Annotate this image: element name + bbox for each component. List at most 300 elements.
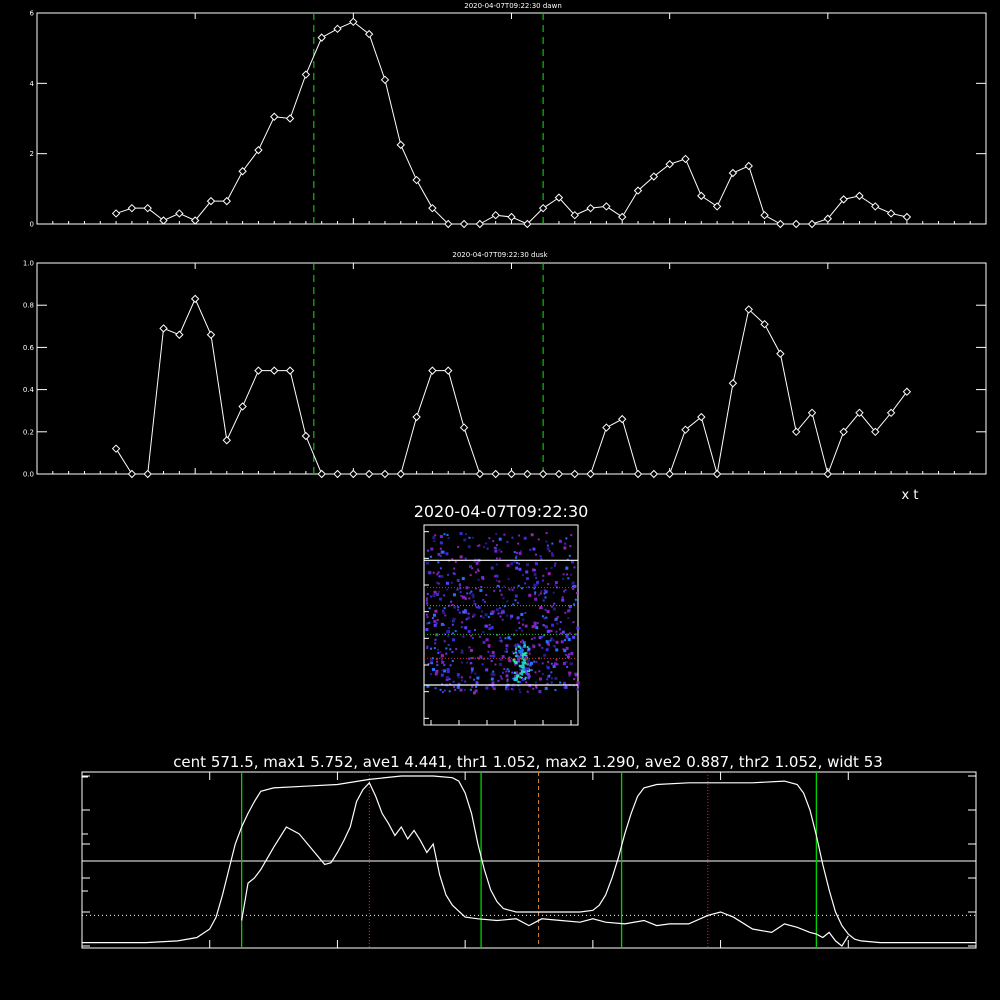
p1-data-point [888,210,895,217]
image-pixel [506,600,508,602]
image-pixel [453,593,456,596]
image-pixel [441,654,444,657]
p1-data-point [302,71,309,78]
p1-data-point [698,192,705,199]
image-pixel [514,675,516,677]
image-pixel [544,617,546,619]
image-pixel [553,603,555,605]
image-pixel [485,686,488,689]
image-pixel [515,655,517,657]
image-pixel [572,588,574,590]
image-pixel [452,638,455,641]
image-pixel [540,555,542,557]
image-pixel [499,558,501,560]
image-pixel [502,655,505,658]
p2-data-point [650,471,657,478]
p1-data-point [508,213,515,220]
image-pixel [432,617,434,619]
image-pixel [527,646,529,648]
image-pixel [543,599,545,601]
p1-data-point [318,34,325,41]
image-pixel [430,648,432,650]
p1-data-point [128,205,135,212]
image-pixel [540,590,542,592]
image-pixel [542,673,544,675]
image-pixel [440,535,443,538]
p1-data-point [223,198,230,205]
image-pixel [518,568,521,571]
image-pixel [536,581,539,584]
image-pixel [544,596,546,598]
image-pixel [434,642,436,644]
image-pixel [556,623,558,625]
p1-data-point [113,210,120,217]
image-pixel [570,534,572,536]
p2-data-point [192,295,199,302]
image-pixel [498,549,500,551]
image-pixel [522,678,525,681]
image-pixel [525,625,528,628]
image-pixel [534,624,537,627]
p2-data-point [729,380,736,387]
image-pixel [448,537,450,539]
image-pixel [570,574,572,576]
image-pixel [445,653,447,655]
image-pixel [461,662,463,664]
image-pixel [522,574,524,576]
image-pixel [433,540,435,542]
image-pixel [485,613,488,616]
image-pixel [553,592,555,594]
image-pixel [492,540,494,542]
image-pixel [521,670,523,672]
image-pixel [561,599,564,602]
image-pixel [485,625,488,628]
image-pixel [428,622,430,624]
image-pixel [473,691,476,694]
image-pixel [532,688,534,690]
image-pixel [427,593,429,595]
image-pixel [555,648,558,651]
image-pixel [437,649,439,651]
image-pixel [441,661,444,664]
image-pixel [534,637,536,639]
image-pixel [442,611,445,614]
image-pixel [538,644,540,646]
p1-y-tick-label: 2 [29,150,34,159]
image-pixel [497,585,499,587]
p1-data-point [492,212,499,219]
image-pixel [554,565,556,567]
image-pixel [534,598,537,601]
image-pixel [554,563,556,565]
image-pixel [470,662,472,664]
image-pixel [563,649,566,652]
image-pixel [506,688,509,691]
image-pixel [568,672,571,675]
image-pixel [540,592,542,594]
image-pixel [554,689,556,691]
image-pixel [564,686,567,689]
image-pixel [512,604,514,606]
image-pixel [510,615,513,618]
p2-data-point [571,471,578,478]
image-pixel [471,594,474,597]
image-pixel [527,659,530,662]
p1-data-point [777,221,784,228]
image-pixel [479,589,482,592]
image-pixel [567,577,569,579]
image-pixel [534,671,536,673]
image-pixel [515,648,517,650]
p1-y-tick-label: 0 [29,220,34,229]
p2-y-tick-label: 0.6 [22,343,34,352]
image-pixel [524,662,526,664]
image-pixel [519,676,521,678]
image-pixel [517,602,519,604]
image-pixel [532,645,535,648]
image-pixel [465,612,467,614]
image-pixel [500,675,502,677]
image-pixel [435,672,438,675]
image-pixel [519,627,521,629]
image-pixel [523,641,526,644]
image-pixel [527,662,529,664]
p2-data-point [381,471,388,478]
image-pixel [572,636,575,639]
p2-data-point [777,350,784,357]
image-pixel [522,624,524,626]
p1-data-point [271,113,278,120]
image-pixel [498,580,500,582]
image-pixel [545,540,547,542]
image-pixel [492,610,495,613]
image-pixel [447,574,449,576]
p2-data-point [714,471,721,478]
image-pixel [433,572,435,574]
image-pixel [454,689,456,691]
image-pixel [572,581,575,584]
image-pixel [547,545,549,547]
image-pixel [438,575,440,577]
image-pixel [448,627,450,629]
image-pixel [562,631,565,634]
image-pixel [512,589,514,591]
image-pixel [518,563,520,565]
p1-data-point [809,221,816,228]
image-pixel [545,617,547,619]
image-pixel [519,552,522,555]
image-pixel [514,599,516,601]
image-pixel [524,582,526,584]
image-pixel [491,678,494,681]
image-pixel [499,663,502,666]
image-pixel [572,585,574,587]
image-pixel [494,547,496,549]
image-pixel [568,638,571,641]
p2-data-point [555,471,562,478]
image-pixel [501,640,503,642]
image-pixel [435,687,437,689]
image-pixel [545,687,548,690]
image-pixel [551,630,553,632]
image-pixel [444,690,446,692]
image-pixel [506,541,508,543]
image-pixel [565,589,567,591]
image-pixel [453,681,455,683]
image-pixel [436,573,438,575]
image-pixel [468,545,471,548]
p2-y-tick-label: 0.0 [22,470,34,479]
image-pixel [482,599,484,601]
image-pixel [519,673,521,675]
image-pixel [518,622,520,624]
p2-data-point [666,471,673,478]
image-pixel [510,617,512,619]
image-pixel [563,662,566,665]
image-pixel [569,609,571,611]
image-pixel [491,660,493,662]
image-pixel [426,602,428,604]
image-pixel [531,638,533,640]
image-pixel [430,596,432,598]
image-pixel [468,630,471,633]
image-pixel [471,672,473,674]
image-pixel [573,678,575,680]
image-pixel [453,572,455,574]
image-pixel [569,555,571,557]
image-pixel [457,609,459,611]
image-pixel [515,661,518,664]
p1-data-point [619,213,626,220]
image-pixel [470,574,472,576]
image-pixel [489,624,491,626]
image-pixel [470,649,473,652]
image-pixel [545,609,547,611]
image-pixel [512,689,514,691]
image-pixel [492,685,494,687]
image-pixel [433,614,436,617]
p2-data-point [508,471,515,478]
image-pixel [542,575,544,577]
image-pixel [554,662,557,665]
image-pixel [434,647,436,649]
image-pixel [552,639,554,641]
image-pixel [562,578,564,580]
image-pixel [464,681,466,683]
image-pixel [496,608,499,611]
image-pixel [535,562,538,565]
image-pixel [559,540,562,543]
image-pixel [490,655,492,657]
image-pixel [559,628,561,630]
image-pixel [426,616,428,618]
image-pixel [515,644,517,646]
image-pixel [551,682,553,684]
image-pixel [525,672,528,675]
image-pixel [569,545,571,547]
image-pixel [491,626,494,629]
image-pixel [457,673,460,676]
image-pixel [509,589,511,591]
image-pixel [443,624,445,626]
p1-data-point [793,221,800,228]
p1-data-point [397,141,404,148]
image-pixel [443,664,445,666]
image-pixel [427,550,429,552]
image-pixel [472,596,474,598]
image-pixel [554,584,556,586]
image-pixel [473,679,475,681]
image-pixel [488,616,490,618]
image-pixel [461,621,463,623]
p2-y-tick-label: 1.0 [22,259,34,268]
image-pixel [501,594,503,596]
image-pixel [440,689,442,691]
image-pixel [483,641,486,644]
image-pixel [475,571,477,573]
image-pixel [540,606,543,609]
image-pixel [451,651,453,653]
image-pixel [444,607,446,609]
image-pixel [537,622,539,624]
image-pixel [563,546,566,549]
image-pixel [551,624,554,627]
image-pixel [438,591,440,593]
dusk-ticks [23,260,986,479]
image-pixel [563,682,566,685]
image-pixel [554,619,556,621]
image-pixel [430,556,432,558]
image-pixel [514,672,516,674]
image-pixel [546,648,549,651]
image-pixel [510,562,513,565]
image-pixel [437,652,439,654]
image-pixel [566,573,568,575]
image-pixel [504,651,506,653]
image-pixel [515,595,518,598]
image-pixel [575,633,577,635]
p1-data-point [603,203,610,210]
dusk-series-markers [113,295,911,477]
image-pixel [460,555,463,558]
image-pixel [506,651,508,653]
image-pixel [466,662,468,664]
p2-data-point [461,424,468,431]
image-pixel [446,589,448,591]
image-pixel [458,676,460,678]
image-pixel [492,651,495,654]
image-pixel [451,582,453,584]
image-pixel [504,637,506,639]
profile-series-2 [242,783,849,946]
image-pixel [474,629,476,631]
image-pixel [565,654,567,656]
image-pixel [466,618,468,620]
image-pixel [465,533,467,535]
p2-y-tick-label: 0.4 [22,386,34,395]
image-pixel [443,594,445,596]
image-pixel [453,686,455,688]
image-pixel [505,644,508,647]
image-pixel [547,547,550,550]
image-pixel [470,689,472,691]
image-pixel [521,630,523,632]
image-pixel [440,575,443,578]
image-pixel [426,562,429,565]
image-pixel [519,665,521,667]
image-pixel [534,574,536,576]
image-pixel [426,646,428,648]
image-pixel [564,543,566,545]
image-pixel [479,636,481,638]
image-pixel [503,534,505,536]
p2-data-point [619,416,626,423]
image-pixel [562,596,564,598]
image-pixel [515,652,517,654]
image-pixel [471,686,473,688]
image-pixel [482,663,484,665]
image-pixel [529,653,531,655]
image-pixel [425,628,428,631]
image-pixel [520,613,523,616]
image-pixel [518,534,520,536]
image-pixel [480,615,482,617]
image-pixel [535,661,537,663]
image-pixel [569,632,571,634]
image-pixel [539,678,542,681]
image-pixel [491,673,494,676]
image-pixel [455,561,457,563]
image-pixel [434,534,436,536]
image-pixel [522,640,524,642]
image-pixel [486,638,489,641]
image-pixel [564,639,566,641]
image-pixel [516,562,518,564]
image-pixel [426,600,428,602]
p2-data-point [144,471,151,478]
image-pixel [501,610,504,613]
image-pixel [532,548,535,551]
image-pixel [457,606,459,608]
image-pixel [572,621,574,623]
image-pixel [521,661,523,663]
image-pixel [506,674,509,677]
image-pixel [488,644,491,647]
image-pixel [517,616,520,619]
image-pixel [577,681,580,684]
image-pixel [477,569,479,571]
image-pixel [517,643,519,645]
image-pixel [496,544,498,546]
image-pixel [565,537,567,539]
image-pixel [459,583,461,585]
image-pixel [549,550,551,552]
image-pixel [515,555,517,557]
image-pixel [531,533,534,536]
image-pixel [426,598,428,600]
image-pixel [487,548,489,550]
image-pixel [442,691,444,693]
image-pixel [478,544,480,546]
image-pixel [547,583,549,585]
image-pixel [475,686,477,688]
image-pixel [538,690,541,693]
image-pixel [434,591,437,594]
image-pixel [507,668,509,670]
image-pixel [476,606,478,608]
image-pixel [546,640,549,643]
